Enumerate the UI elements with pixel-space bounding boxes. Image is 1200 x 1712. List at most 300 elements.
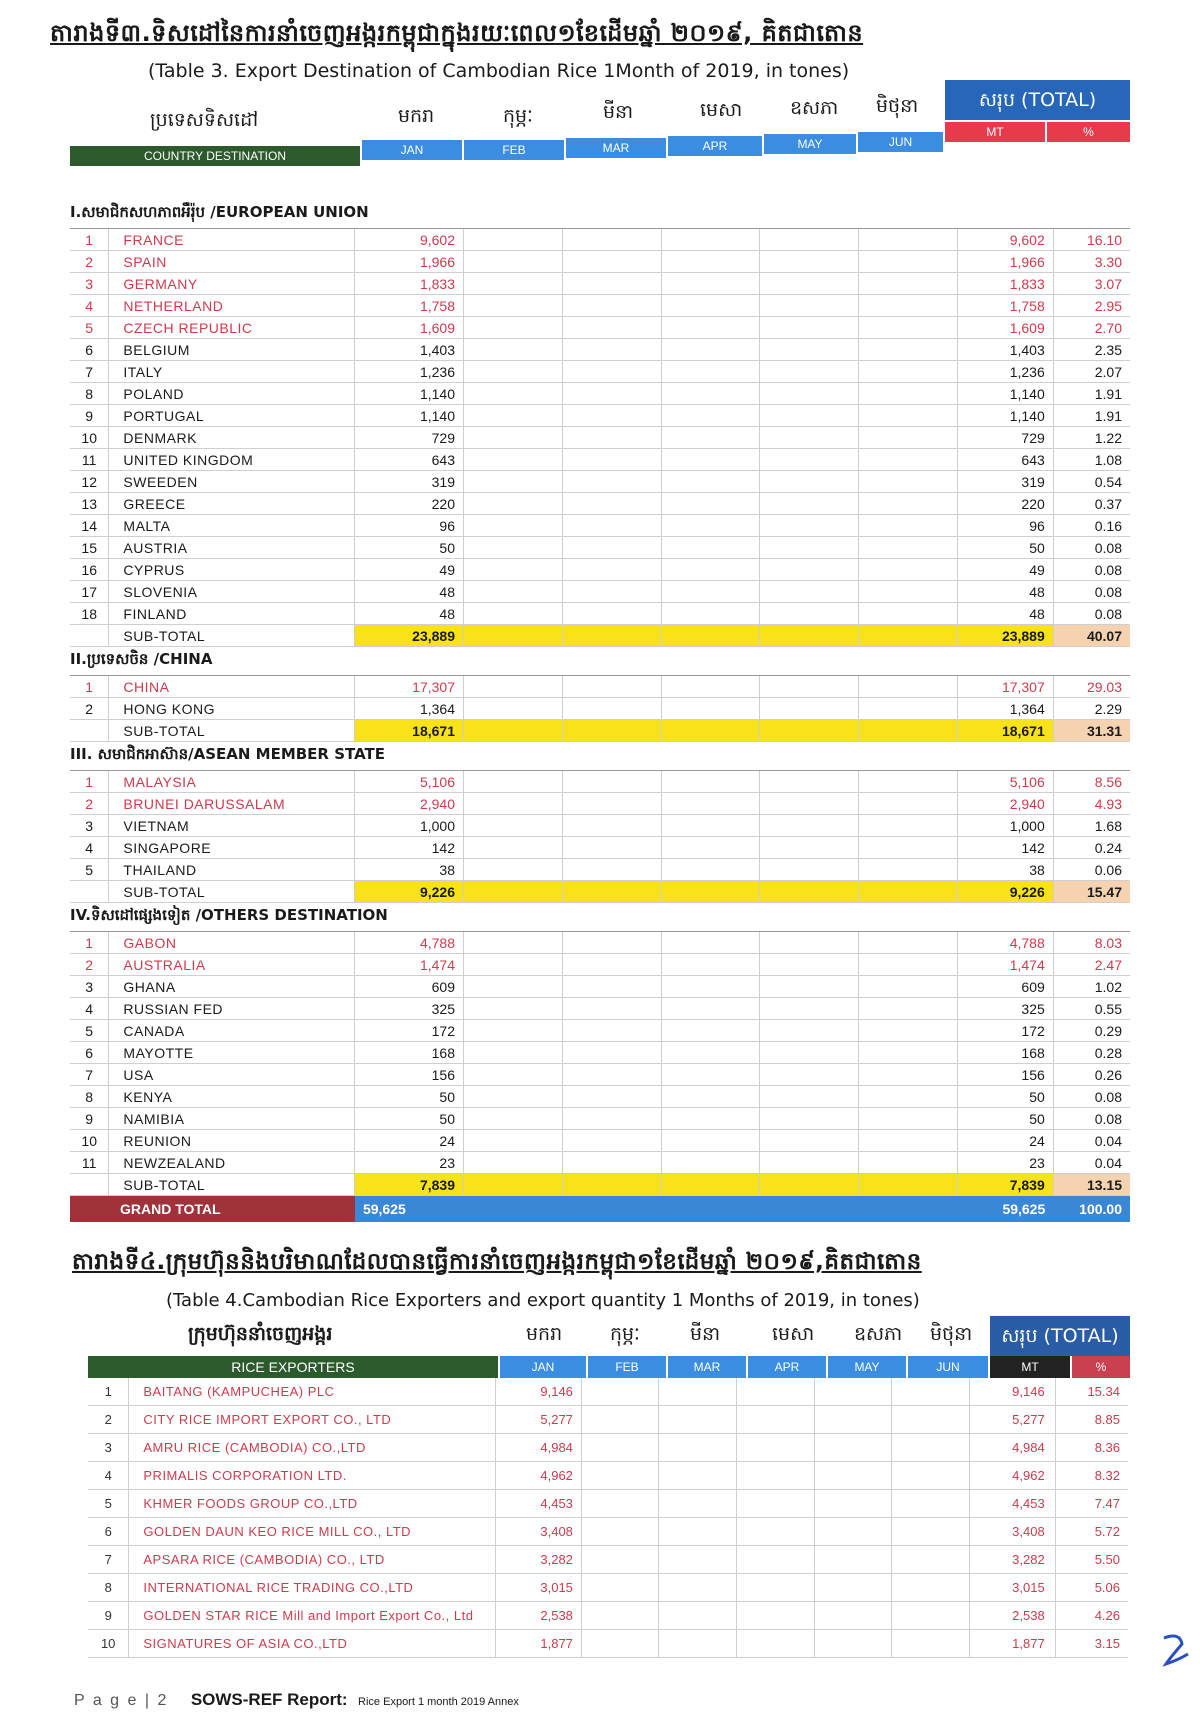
row-number: 10 — [88, 1630, 129, 1658]
row-number: 5 — [88, 1490, 129, 1518]
total-pct: 0.24 — [1053, 837, 1130, 859]
total-pct: 1.91 — [1053, 405, 1130, 427]
month-cell — [562, 251, 661, 273]
total-pct: 0.04 — [1053, 1152, 1130, 1174]
total-pct: 2.47 — [1053, 954, 1130, 976]
subtotal-label: SUB-TOTAL — [109, 1174, 355, 1196]
month-cell — [859, 405, 958, 427]
month-cell — [859, 603, 958, 625]
country-name: GERMANY — [109, 273, 355, 295]
row-number: 3 — [88, 1434, 129, 1462]
row-number: 9 — [70, 1108, 109, 1130]
table-row — [70, 383, 1130, 405]
total-mt: 1,758 — [957, 295, 1053, 317]
total-mt: 1,236 — [957, 361, 1053, 383]
t4-month-kh-jun: មិថុនា — [930, 1323, 973, 1345]
month-cell — [464, 698, 563, 720]
row-number: 4 — [88, 1462, 129, 1490]
month-cell — [562, 676, 661, 698]
total-pct: 0.26 — [1053, 1064, 1130, 1086]
month-cell — [464, 1108, 563, 1130]
table4-title-kh: តារាងទី៤.ក្រុមហ៊ុននិងបរិមាណដែលបានធ្វើការនាំចេញអង្ករកម្ពុជា១ខែដើមឆ្នាំ ២០១៩,គិតជាតោន — [72, 1249, 922, 1275]
month-cell — [464, 427, 563, 449]
row-number: 1 — [70, 676, 109, 698]
month-cell — [737, 1574, 815, 1602]
month-cell — [859, 793, 958, 815]
month-cell — [581, 1378, 659, 1406]
month-cell — [859, 771, 958, 793]
total-pct: 3.07 — [1053, 273, 1130, 295]
month-cell — [464, 771, 563, 793]
section-heading — [70, 742, 1130, 771]
table-row — [70, 361, 1130, 383]
total-pct: 5.50 — [1055, 1546, 1128, 1574]
month-cell — [562, 859, 661, 881]
total-pct: 0.06 — [1053, 859, 1130, 881]
country-name: CYPRUS — [109, 559, 355, 581]
table-row — [70, 603, 1130, 625]
section-heading-text: IV.ទិសដៅផ្សេងទៀត /OTHERS DESTINATION — [70, 903, 1130, 932]
total-mt: 172 — [957, 1020, 1053, 1042]
table-row — [70, 837, 1130, 859]
table-row — [70, 229, 1130, 251]
row-number: 6 — [70, 1042, 109, 1064]
month-cell — [562, 837, 661, 859]
total-mt: 48 — [957, 603, 1053, 625]
row-number: 9 — [70, 405, 109, 427]
exporter-row — [88, 1434, 1128, 1462]
jan-value: 5,106 — [355, 771, 464, 793]
table-row — [70, 295, 1130, 317]
table-row — [70, 998, 1130, 1020]
month-cell — [859, 229, 958, 251]
total-pct: 1.08 — [1053, 449, 1130, 471]
month-cell — [760, 471, 859, 493]
month-cell — [562, 295, 661, 317]
month-cell — [581, 1434, 659, 1462]
row-number: 6 — [88, 1518, 129, 1546]
jan-value: 2,940 — [355, 793, 464, 815]
total-mt: 319 — [957, 471, 1053, 493]
total-mt: 609 — [957, 976, 1053, 998]
jan-value: 50 — [355, 1086, 464, 1108]
row-number: 11 — [70, 449, 109, 471]
month-cell — [464, 493, 563, 515]
table-row — [70, 954, 1130, 976]
subtotal-row — [70, 881, 1130, 903]
total-pct: 7.47 — [1055, 1490, 1128, 1518]
section-heading — [70, 647, 1130, 676]
t4-month-kh-feb: កុម្ភៈ — [610, 1323, 640, 1345]
month-cell — [661, 1064, 760, 1086]
month-cell — [859, 676, 958, 698]
section-heading-text: II.ប្រទេសចិន /CHINA — [70, 647, 1130, 676]
month-cell — [760, 998, 859, 1020]
month-cell — [892, 1462, 970, 1490]
jan-value: 3,015 — [495, 1574, 581, 1602]
row-number: 2 — [70, 698, 109, 720]
subtotal-row — [70, 625, 1130, 647]
table-row — [70, 771, 1130, 793]
report-annex: Rice Export 1 month 2019 Annex — [358, 1696, 519, 1708]
month-cell — [562, 317, 661, 339]
total-pct: 16.10 — [1053, 229, 1130, 251]
jan-value: 1,364 — [355, 698, 464, 720]
jan-value: 1,474 — [355, 954, 464, 976]
subtotal-pct: 15.47 — [1053, 881, 1130, 903]
month-cell — [562, 339, 661, 361]
exporter-name: GOLDEN DAUN KEO RICE MILL CO., LTD — [129, 1518, 495, 1546]
month-cell — [581, 1518, 659, 1546]
month-cell — [581, 1602, 659, 1630]
month-cell — [464, 405, 563, 427]
subtotal-pct: 13.15 — [1053, 1174, 1130, 1196]
total-pct: 8.32 — [1055, 1462, 1128, 1490]
month-cell — [760, 449, 859, 471]
row-number: 3 — [70, 273, 109, 295]
month-cell — [859, 815, 958, 837]
month-cell — [581, 1574, 659, 1602]
month-cell — [859, 581, 958, 603]
month-cell — [859, 998, 958, 1020]
jan-value: 4,984 — [495, 1434, 581, 1462]
month-cell — [659, 1602, 737, 1630]
export-destination-table — [70, 200, 1130, 1222]
month-cell — [661, 1152, 760, 1174]
country-name: NETHERLAND — [109, 295, 355, 317]
month-cell — [661, 405, 760, 427]
total-mt: 24 — [957, 1130, 1053, 1152]
total-mt: 1,000 — [957, 815, 1053, 837]
total-mt: 168 — [957, 1042, 1053, 1064]
country-name: PORTUGAL — [109, 405, 355, 427]
country-name: DENMARK — [109, 427, 355, 449]
jan-value: 172 — [355, 1020, 464, 1042]
country-name: AUSTRALIA — [109, 954, 355, 976]
col-mt: MT — [945, 122, 1045, 142]
exporter-row — [88, 1406, 1128, 1434]
month-cell — [661, 676, 760, 698]
month-cell — [859, 932, 958, 954]
subtotal-row — [70, 720, 1130, 742]
t4-month-en-jan: JAN — [500, 1356, 586, 1378]
total-pct: 4.26 — [1055, 1602, 1128, 1630]
month-cell — [562, 1152, 661, 1174]
grand-total-row — [70, 1196, 1130, 1223]
table-row — [70, 793, 1130, 815]
total-mt: 5,106 — [957, 771, 1053, 793]
month-cell — [760, 317, 859, 339]
month-kh-mar: មីនា — [603, 101, 634, 123]
month-cell — [562, 1086, 661, 1108]
jan-value: 17,307 — [355, 676, 464, 698]
subtotal-jan: 23,889 — [355, 625, 464, 647]
row-number: 10 — [70, 427, 109, 449]
month-kh-apr: មេសា — [700, 99, 743, 121]
row-number: 13 — [70, 493, 109, 515]
month-cell — [859, 954, 958, 976]
total-mt: 50 — [957, 1108, 1053, 1130]
row-number: 8 — [88, 1574, 129, 1602]
grand-total-pct: 100.00 — [1053, 1196, 1130, 1223]
row-number: 2 — [70, 793, 109, 815]
country-name: NAMIBIA — [109, 1108, 355, 1130]
row-number: 7 — [88, 1546, 129, 1574]
month-cell — [859, 1086, 958, 1108]
month-cell — [562, 1020, 661, 1042]
row-number: 3 — [70, 976, 109, 998]
month-cell — [760, 581, 859, 603]
month-cell — [464, 339, 563, 361]
total-mt: 2,940 — [957, 793, 1053, 815]
table-row — [70, 493, 1130, 515]
table-row — [70, 537, 1130, 559]
month-cell — [892, 1490, 970, 1518]
jan-value: 1,833 — [355, 273, 464, 295]
month-cell — [581, 1630, 659, 1658]
table-row — [70, 676, 1130, 698]
table-row — [70, 698, 1130, 720]
total-mt: 156 — [957, 1064, 1053, 1086]
country-name: GHANA — [109, 976, 355, 998]
jan-value: 4,962 — [495, 1462, 581, 1490]
total-mt: 1,364 — [957, 698, 1053, 720]
month-cell — [661, 859, 760, 881]
month-cell — [760, 251, 859, 273]
total-mt: 50 — [957, 537, 1053, 559]
table-row — [70, 581, 1130, 603]
col-exporter-kh: ក្រុមហ៊ុននាំចេញអង្ករ — [188, 1323, 333, 1345]
month-cell — [661, 698, 760, 720]
col-pct: % — [1047, 122, 1130, 142]
table-row — [70, 449, 1130, 471]
jan-value: 142 — [355, 837, 464, 859]
country-name: USA — [109, 1064, 355, 1086]
table-row — [70, 1086, 1130, 1108]
t4-month-en-apr: APR — [748, 1356, 826, 1378]
country-name: REUNION — [109, 1130, 355, 1152]
jan-value: 3,408 — [495, 1518, 581, 1546]
month-cell — [661, 537, 760, 559]
month-cell — [562, 771, 661, 793]
row-number: 4 — [70, 295, 109, 317]
subtotal-pct: 40.07 — [1053, 625, 1130, 647]
month-cell — [859, 427, 958, 449]
total-pct: 3.30 — [1053, 251, 1130, 273]
month-cell — [661, 932, 760, 954]
month-cell — [661, 976, 760, 998]
total-mt: 9,602 — [957, 229, 1053, 251]
total-pct: 1.91 — [1053, 383, 1130, 405]
total-mt: 48 — [957, 581, 1053, 603]
country-name: SLOVENIA — [109, 581, 355, 603]
month-cell — [760, 1042, 859, 1064]
total-pct: 5.72 — [1055, 1518, 1128, 1546]
jan-value: 319 — [355, 471, 464, 493]
country-name: FINLAND — [109, 603, 355, 625]
month-cell — [814, 1630, 892, 1658]
month-cell — [760, 1064, 859, 1086]
table-row — [70, 932, 1130, 954]
total-pct: 5.06 — [1055, 1574, 1128, 1602]
month-cell — [661, 771, 760, 793]
exporter-row — [88, 1462, 1128, 1490]
month-cell — [859, 559, 958, 581]
total-mt: 1,877 — [969, 1630, 1055, 1658]
jan-value: 1,236 — [355, 361, 464, 383]
row-number: 15 — [70, 537, 109, 559]
month-cell — [760, 427, 859, 449]
month-cell — [464, 295, 563, 317]
month-cell — [562, 471, 661, 493]
month-cell — [661, 793, 760, 815]
row-number: 4 — [70, 998, 109, 1020]
total-mt: 49 — [957, 559, 1053, 581]
month-cell — [760, 383, 859, 405]
subtotal-jan: 18,671 — [355, 720, 464, 742]
month-cell — [562, 449, 661, 471]
month-cell — [760, 976, 859, 998]
month-cell — [892, 1434, 970, 1462]
section-heading-text: I.សមាជិកសហភាពអឺរ៉ុប /EUROPEAN UNION — [70, 200, 1130, 229]
month-cell — [814, 1378, 892, 1406]
country-name: HONG KONG — [109, 698, 355, 720]
jan-value: 1,140 — [355, 383, 464, 405]
table-row — [70, 427, 1130, 449]
total-mt: 4,984 — [969, 1434, 1055, 1462]
grand-total-label: GRAND TOTAL — [70, 1196, 355, 1223]
month-cell — [760, 295, 859, 317]
total-mt: 17,307 — [957, 676, 1053, 698]
month-cell — [859, 449, 958, 471]
table-row — [70, 976, 1130, 998]
month-cell — [562, 537, 661, 559]
month-cell — [760, 515, 859, 537]
month-cell — [859, 1108, 958, 1130]
jan-value: 5,277 — [495, 1406, 581, 1434]
subtotal-mt: 23,889 — [957, 625, 1053, 647]
jan-value: 9,602 — [355, 229, 464, 251]
month-cell — [581, 1406, 659, 1434]
month-cell — [562, 229, 661, 251]
total-mt: 4,453 — [969, 1490, 1055, 1518]
month-cell — [661, 1086, 760, 1108]
row-number: 11 — [70, 1152, 109, 1174]
month-cell — [562, 405, 661, 427]
month-cell — [661, 449, 760, 471]
month-en-apr: APR — [668, 136, 762, 156]
jan-value: 49 — [355, 559, 464, 581]
row-number: 8 — [70, 383, 109, 405]
month-cell — [562, 427, 661, 449]
month-cell — [737, 1602, 815, 1630]
exporter-row — [88, 1630, 1128, 1658]
month-kh-may: ឧសភា — [790, 97, 839, 119]
subtotal-label: SUB-TOTAL — [109, 720, 355, 742]
month-cell — [892, 1518, 970, 1546]
total-mt: 1,833 — [957, 273, 1053, 295]
exporter-name: INTERNATIONAL RICE TRADING CO.,LTD — [129, 1574, 495, 1602]
rice-exporters-table — [88, 1378, 1128, 1658]
total-pct: 2.29 — [1053, 698, 1130, 720]
month-cell — [659, 1462, 737, 1490]
total-mt: 5,277 — [969, 1406, 1055, 1434]
month-cell — [737, 1546, 815, 1574]
exporter-row — [88, 1546, 1128, 1574]
month-cell — [562, 383, 661, 405]
month-cell — [464, 229, 563, 251]
total-pct: 0.04 — [1053, 1130, 1130, 1152]
month-cell — [562, 698, 661, 720]
total-mt: 96 — [957, 515, 1053, 537]
month-cell — [659, 1574, 737, 1602]
month-cell — [760, 339, 859, 361]
country-name: POLAND — [109, 383, 355, 405]
month-cell — [661, 471, 760, 493]
exporter-name: APSARA RICE (CAMBODIA) CO., LTD — [129, 1546, 495, 1574]
subtotal-jan: 7,839 — [355, 1174, 464, 1196]
month-cell — [581, 1546, 659, 1574]
total-pct: 29.03 — [1053, 676, 1130, 698]
total-pct: 0.16 — [1053, 515, 1130, 537]
table-row — [70, 1042, 1130, 1064]
exporter-row — [88, 1378, 1128, 1406]
exporter-row — [88, 1574, 1128, 1602]
total-pct: 2.35 — [1053, 339, 1130, 361]
col-exporter-en: RICE EXPORTERS — [88, 1356, 498, 1378]
table3-title-kh: តារាងទី៣.ទិសដៅនៃការនាំចេញអង្ករកម្ពុជាក្នុងរយៈពេល១ខែដើមឆ្នាំ ២០១៩, គិតជាតោន — [50, 19, 864, 47]
month-cell — [661, 515, 760, 537]
jan-value: 4,788 — [355, 932, 464, 954]
month-cell — [659, 1378, 737, 1406]
row-number: 10 — [70, 1130, 109, 1152]
month-cell — [464, 859, 563, 881]
jan-value: 48 — [355, 603, 464, 625]
month-cell — [464, 515, 563, 537]
table4-title-en: (Table 4.Cambodian Rice Exporters and export quantity 1 Months of 2019, in tones) — [166, 1290, 920, 1311]
total-pct: 2.95 — [1053, 295, 1130, 317]
row-number: 6 — [70, 339, 109, 361]
month-cell — [581, 1490, 659, 1518]
row-number: 1 — [70, 229, 109, 251]
month-cell — [859, 1064, 958, 1086]
table-row — [70, 251, 1130, 273]
month-cell — [562, 1042, 661, 1064]
t4-total-header: សរុប (TOTAL) — [990, 1316, 1130, 1356]
month-cell — [859, 859, 958, 881]
month-cell — [464, 449, 563, 471]
month-cell — [562, 559, 661, 581]
total-header: សរុប (TOTAL) — [945, 80, 1130, 120]
total-mt: 1,966 — [957, 251, 1053, 273]
month-cell — [859, 251, 958, 273]
month-cell — [760, 837, 859, 859]
month-cell — [760, 1108, 859, 1130]
row-number: 1 — [70, 932, 109, 954]
month-cell — [581, 1462, 659, 1490]
month-cell — [464, 251, 563, 273]
total-mt: 3,282 — [969, 1546, 1055, 1574]
country-name: SINGAPORE — [109, 837, 355, 859]
total-mt: 50 — [957, 1086, 1053, 1108]
country-name: VIETNAM — [109, 815, 355, 837]
month-cell — [562, 815, 661, 837]
exporter-row — [88, 1490, 1128, 1518]
country-name: CHINA — [109, 676, 355, 698]
section-heading — [70, 903, 1130, 932]
month-cell — [464, 932, 563, 954]
month-cell — [859, 1130, 958, 1152]
